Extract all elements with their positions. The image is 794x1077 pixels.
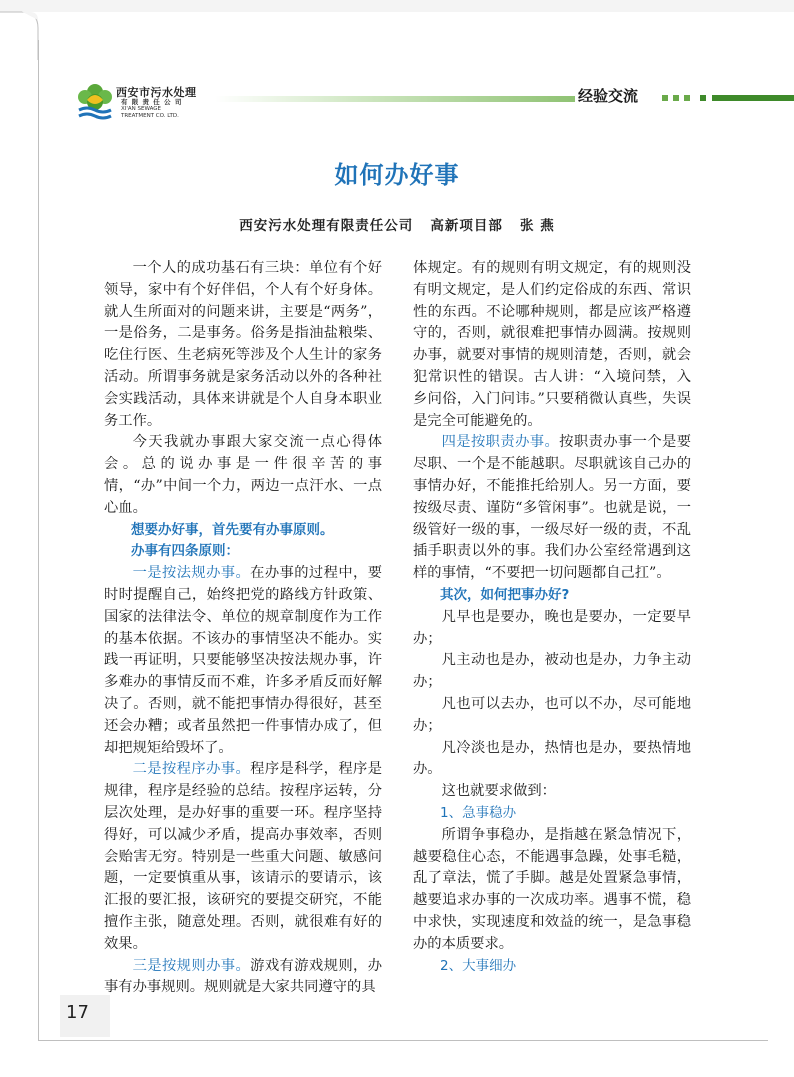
header-square-marker [662, 95, 668, 101]
paragraph: 所谓争事稳办，是指越在紧急情况下，越要稳住心态，不能遇事急躁，处事毛糙，乱了章法，慌了手脚。越是处置紧急事情，越要追求办事的一次成功率。遇事不慌，稳中求快，实现速度和效益的统一，是急事稳办的本质要求。 [413, 826, 691, 952]
subheading: 2、大事细办 [440, 957, 517, 974]
paragraph [104, 759, 382, 955]
page-number: 17 [66, 1002, 89, 1023]
section-title: 经验交流 [578, 87, 639, 105]
paragraph-body: 游戏有游戏规则，办事有办事规则。规则就是大家共同遵守的具 [104, 957, 383, 996]
page-frame-corner [0, 0, 794, 60]
subheading: 1、急事稳办 [440, 804, 517, 821]
paragraph: 今天我就办事跟大家交流一点心得体会。总的说办事是一件很辛苦的事情，“办”中间一个力，两边一点汗水、一点心血。 [104, 434, 382, 516]
paragraph: 这也就要求做到： [441, 783, 556, 800]
header-square-marker [700, 95, 706, 101]
paragraph: 凡冷淡也是办，热情也是办，要热情地办。 [413, 739, 691, 778]
paragraph-body: 程序是科学，程序是规律，程序是经验的总结。按程序运转，分层次处理，是办好事的重要一环。程序坚持得好，可以减少矛盾，提高办事效率，否则会贻害无穷。特别是一些重大问题、敏感问题，一定要慎重从事，该请示的要请示，该汇报的要汇报，该研究的要提交研究，不能擅作主张，随意处理。否则，就很难有好的效果。 [104, 761, 383, 952]
paragraph-body: 在办事的过程中，要时时提醒自己，始终把党的路线方针政策、国家的法律法令、单位的规章制度作为工作的基本依据。不该办的事情坚决不能办。实践一再证明，只要能够坚决按法规办事，许多难办的事情反而不难，许多矛盾反而好解决了。否则，就不能把事情办得很好，甚至还会办糟；或者虽然把一件事情办成了，但却把规矩给毁坏了。 [104, 565, 383, 756]
subheading: 其次，如何把事办好? [440, 586, 570, 603]
page-bottom-border [38, 1040, 768, 1041]
principle-lead: 一是按法规办事。 [132, 565, 251, 582]
logo-english-line-1: XI'AN SEWAGE [121, 106, 162, 112]
principle-lead: 三是按规则办事。 [132, 957, 251, 974]
company-logo [75, 80, 215, 124]
logo-english-line-2: TREATMENT CO. LTD. [121, 113, 179, 119]
logo-company-suffix: 有 限 责 任 公 司 [121, 98, 183, 106]
paragraph: 凡也可以去办，也可以不办，尽可能地办； [413, 695, 691, 734]
paragraph-body: 按职责办事一个是要尽职、一个是不能越职。尽职就该自己办的事情办好，不能推托给别人。另一方面，要按级尽责、谨防“多管闲事”。也就是说，一级管好一级的事，一级尽好一级的责，不乱插手职责以外的事。我们办公室经常遇到这样的事情，“不要把一切问题都自己扛”。 [413, 434, 692, 582]
article-title: 如何办好事 [334, 161, 460, 189]
subheading: 办事有四条原则： [131, 543, 239, 560]
header-end-bar [712, 95, 794, 101]
article-left-column [104, 258, 382, 999]
paragraph [104, 563, 382, 759]
header-gradient-bar [215, 96, 575, 102]
paragraph: 体规定。有的规则有明文规定，有的规则没有明文规定，是人们约定俗成的东西、常识性的东西。不论哪种规则，都是应该严格遵守的，否则，就很难把事情办圆满。按规则办事，就要对事情的规则清楚，否则，就会犯常识性的错误。古人讲：“入境问禁，入乡问俗，入门问讳。”只要稍微认真些，失误是完全可能避免的。 [413, 260, 691, 429]
page-left-border [38, 40, 39, 1040]
article-right-column [413, 258, 691, 977]
header-square-marker [673, 95, 679, 101]
article-byline: 西安污水处理有限责任公司 高新项目部 张 燕 [239, 218, 555, 234]
header-square-marker [684, 95, 690, 101]
principle-lead: 二是按程序办事。 [132, 761, 251, 778]
paragraph [413, 432, 691, 585]
paragraph: 一个人的成功基石有三块：单位有个好领导，家中有个好伴侣，个人有个好身体。就人生所面对的问题来讲，主要是“两务”，一是俗务，二是事务。俗务是指油盐粮柴、吃住行医、生老病死等涉及个人生计的家务活动。所谓事务就是家务活动以外的各种社会实践活动，具体来讲就是个人自身本职业务工作。 [104, 260, 382, 429]
paragraph: 凡早也是要办，晚也是要办，一定要早办； [413, 608, 691, 647]
logo-company-name: 西安市污水处理 [116, 86, 197, 99]
lotus-logo-icon [75, 80, 115, 124]
principle-lead: 四是按职责办事。 [441, 434, 560, 451]
paragraph: 凡主动也是办，被动也是办，力争主动办； [413, 652, 691, 691]
subheading: 想要办好事，首先要有办事原则。 [131, 521, 334, 538]
paragraph [104, 956, 382, 1000]
